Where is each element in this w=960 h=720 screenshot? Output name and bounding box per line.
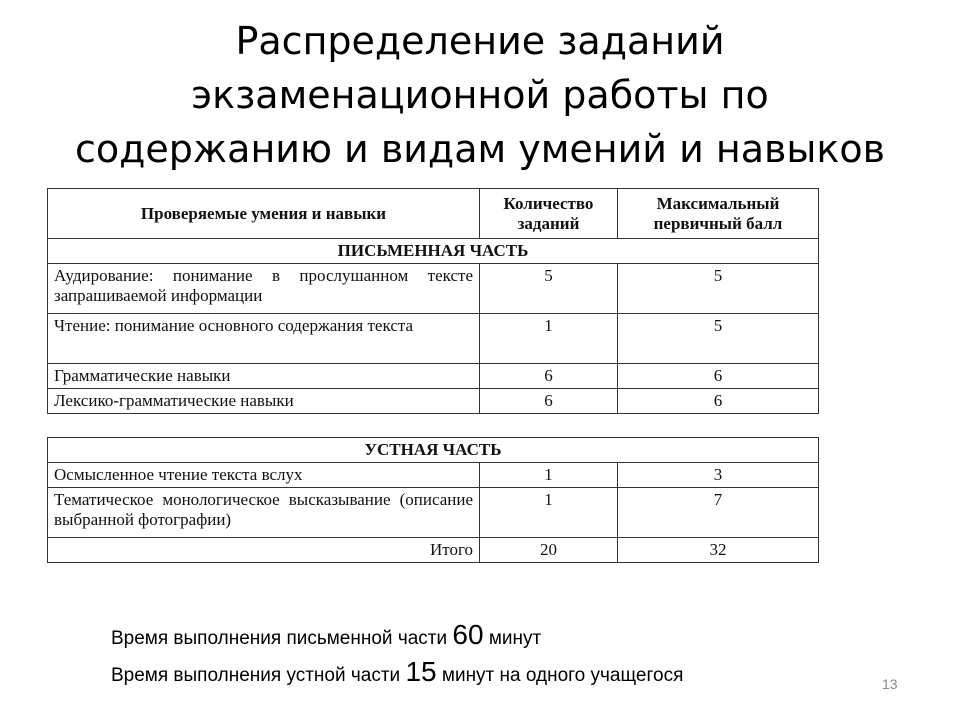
max-score-cell: 6 xyxy=(618,389,819,414)
header-skills: Проверяемые умения и навыки xyxy=(48,189,480,239)
skill-cell: Тематическое монологическое высказывание (описание выбранной фотографии) xyxy=(48,488,480,538)
table-row xyxy=(48,314,819,364)
count-cell: 5 xyxy=(480,264,618,314)
section-title-written: ПИСЬМЕННАЯ ЧАСТЬ xyxy=(48,239,819,264)
oral-part-table xyxy=(47,437,819,563)
title-line-2: экзаменационной работы по xyxy=(191,73,769,117)
header-row xyxy=(48,189,819,239)
total-max-score: 32 xyxy=(618,538,819,563)
title-line-3: содержанию и видам умений и навыков xyxy=(75,127,885,171)
total-label: Итого xyxy=(48,538,480,563)
written-time-minutes: 60 xyxy=(452,619,484,650)
written-time-prefix: Время выполнения письменной части xyxy=(111,628,448,649)
written-time-note xyxy=(111,616,683,653)
oral-time-minutes: 15 xyxy=(405,656,437,687)
skill-cell: Осмысленное чтение текста вслух xyxy=(48,463,480,488)
skill-cell: Лексико-грамматические навыки xyxy=(48,389,480,414)
count-cell: 1 xyxy=(480,488,618,538)
max-score-cell: 5 xyxy=(618,314,819,364)
slide-title xyxy=(40,14,920,176)
page-number: 13 xyxy=(882,676,898,692)
total-count: 20 xyxy=(480,538,618,563)
max-score-cell: 6 xyxy=(618,364,819,389)
written-time-suffix: минут xyxy=(488,628,542,649)
section-row xyxy=(48,239,819,264)
max-score-cell: 7 xyxy=(618,488,819,538)
total-row xyxy=(48,538,819,563)
table-row xyxy=(48,488,819,538)
time-notes xyxy=(111,616,683,690)
table-row xyxy=(48,389,819,414)
table-row xyxy=(48,264,819,314)
skill-cell: Грамматические навыки xyxy=(48,364,480,389)
max-score-cell: 3 xyxy=(618,463,819,488)
oral-time-suffix: минут на одного учащегося xyxy=(441,665,684,686)
skill-cell: Чтение: понимание основного содержания текста xyxy=(48,314,480,364)
count-cell: 1 xyxy=(480,463,618,488)
table-row xyxy=(48,364,819,389)
count-cell: 6 xyxy=(480,364,618,389)
count-cell: 6 xyxy=(480,389,618,414)
oral-time-note xyxy=(111,653,683,690)
table-row xyxy=(48,463,819,488)
oral-time-prefix: Время выполнения устной части xyxy=(111,665,401,686)
section-title-oral: УСТНАЯ ЧАСТЬ xyxy=(48,438,819,463)
title-line-1: Распределение заданий xyxy=(235,19,725,63)
header-max-score: Максимальный первичный балл xyxy=(618,189,819,239)
max-score-cell: 5 xyxy=(618,264,819,314)
section-row xyxy=(48,438,819,463)
skill-cell: Аудирование: понимание в прослушанном тексте запрашиваемой информации xyxy=(48,264,480,314)
written-part-table xyxy=(47,188,819,414)
header-task-count: Количество заданий xyxy=(480,189,618,239)
count-cell: 1 xyxy=(480,314,618,364)
